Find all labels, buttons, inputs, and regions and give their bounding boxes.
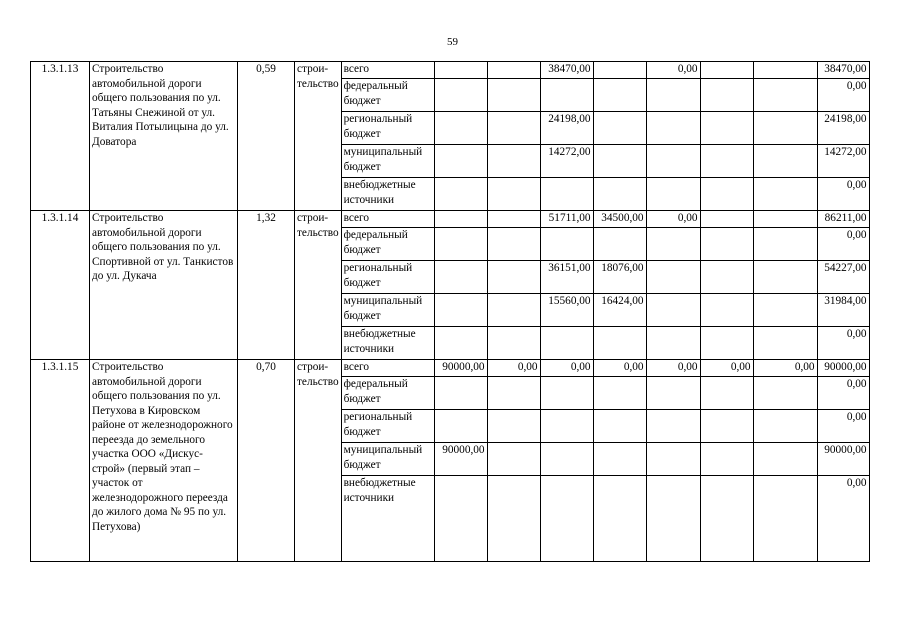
funding-source-cell: всего xyxy=(341,211,434,228)
item-code-cell: 1.3.1.15 xyxy=(31,360,90,562)
amount-cell xyxy=(540,327,593,360)
amount-cell xyxy=(487,476,540,562)
item-length-cell: 0,70 xyxy=(238,360,295,562)
amount-cell xyxy=(487,228,540,261)
amount-cell xyxy=(593,112,646,145)
funding-source-cell: внебюджетные источники xyxy=(341,178,434,211)
table-row xyxy=(31,62,870,79)
amount-cell xyxy=(753,79,817,112)
amount-cell xyxy=(646,178,700,211)
amount-cell xyxy=(646,294,700,327)
amount-cell xyxy=(753,261,817,294)
funding-source-cell: внебюджетные источники xyxy=(341,476,434,562)
funding-source-cell: муниципальный бюджет xyxy=(341,145,434,178)
item-type-cell: строи-тельство xyxy=(295,211,342,360)
budget-table xyxy=(30,61,870,562)
amount-cell xyxy=(700,79,753,112)
amount-cell xyxy=(487,112,540,145)
amount-cell: 24198,00 xyxy=(540,112,593,145)
amount-cell xyxy=(700,145,753,178)
amount-cell xyxy=(487,294,540,327)
funding-source-cell: всего xyxy=(341,360,434,377)
amount-cell xyxy=(487,327,540,360)
amount-cell: 31984,00 xyxy=(817,294,869,327)
amount-cell: 54227,00 xyxy=(817,261,869,294)
amount-cell xyxy=(487,261,540,294)
amount-cell xyxy=(753,112,817,145)
amount-cell: 34500,00 xyxy=(593,211,646,228)
amount-cell xyxy=(646,79,700,112)
amount-cell xyxy=(753,377,817,410)
amount-cell xyxy=(753,410,817,443)
amount-cell xyxy=(593,377,646,410)
amount-cell: 18076,00 xyxy=(593,261,646,294)
amount-cell xyxy=(487,410,540,443)
amount-cell xyxy=(434,410,487,443)
amount-cell xyxy=(593,443,646,476)
amount-cell: 14272,00 xyxy=(540,145,593,178)
amount-cell xyxy=(434,211,487,228)
amount-cell: 0,00 xyxy=(487,360,540,377)
amount-cell xyxy=(434,112,487,145)
amount-cell xyxy=(700,294,753,327)
funding-source-cell: региональный бюджет xyxy=(341,112,434,145)
amount-cell: 0,00 xyxy=(817,178,869,211)
item-code-cell: 1.3.1.13 xyxy=(31,62,90,211)
amount-cell xyxy=(646,112,700,145)
funding-source-cell: всего xyxy=(341,62,434,79)
amount-cell xyxy=(434,145,487,178)
amount-cell: 90000,00 xyxy=(817,360,869,377)
amount-cell xyxy=(593,327,646,360)
amount-cell xyxy=(434,377,487,410)
funding-source-cell: федеральный бюджет xyxy=(341,228,434,261)
amount-cell xyxy=(434,228,487,261)
amount-cell: 0,00 xyxy=(540,360,593,377)
funding-source-cell: федеральный бюджет xyxy=(341,79,434,112)
amount-cell xyxy=(753,294,817,327)
amount-cell xyxy=(700,261,753,294)
amount-cell: 0,00 xyxy=(593,360,646,377)
amount-cell xyxy=(646,443,700,476)
amount-cell xyxy=(540,377,593,410)
amount-cell: 38470,00 xyxy=(540,62,593,79)
amount-cell xyxy=(434,261,487,294)
amount-cell xyxy=(700,476,753,562)
amount-cell xyxy=(593,228,646,261)
amount-cell xyxy=(434,476,487,562)
amount-cell xyxy=(700,62,753,79)
amount-cell: 0,00 xyxy=(817,228,869,261)
item-name-cell: Строительство автомобильной дороги общего пользования по ул. Петухова в Кировском районе от железнодорожного переезда до земельного участка ООО «Дискус-строй» (первый этап – участок от железнодорожного переезда до жилого дома № 95 по ул. Петухова) xyxy=(90,360,238,562)
amount-cell xyxy=(540,228,593,261)
amount-cell: 0,00 xyxy=(700,360,753,377)
amount-cell xyxy=(540,476,593,562)
amount-cell xyxy=(700,178,753,211)
amount-cell: 90000,00 xyxy=(434,360,487,377)
amount-cell: 15560,00 xyxy=(540,294,593,327)
amount-cell xyxy=(434,294,487,327)
amount-cell: 0,00 xyxy=(753,360,817,377)
amount-cell xyxy=(753,476,817,562)
amount-cell: 51711,00 xyxy=(540,211,593,228)
amount-cell: 0,00 xyxy=(817,327,869,360)
amount-cell xyxy=(434,79,487,112)
amount-cell xyxy=(434,62,487,79)
amount-cell: 16424,00 xyxy=(593,294,646,327)
amount-cell xyxy=(434,327,487,360)
amount-cell xyxy=(593,178,646,211)
amount-cell xyxy=(646,228,700,261)
amount-cell xyxy=(487,377,540,410)
amount-cell: 24198,00 xyxy=(817,112,869,145)
amount-cell: 36151,00 xyxy=(540,261,593,294)
amount-cell xyxy=(487,62,540,79)
funding-source-cell: федеральный бюджет xyxy=(341,377,434,410)
amount-cell xyxy=(487,145,540,178)
amount-cell xyxy=(434,178,487,211)
item-name-cell: Строительство автомобильной дороги общего пользования по ул. Спортивной от ул. Танкистов до ул. Дукача xyxy=(90,211,238,360)
amount-cell xyxy=(700,443,753,476)
amount-cell: 0,00 xyxy=(646,211,700,228)
item-code-cell: 1.3.1.14 xyxy=(31,211,90,360)
amount-cell xyxy=(593,62,646,79)
amount-cell xyxy=(646,476,700,562)
amount-cell xyxy=(540,79,593,112)
amount-cell xyxy=(540,443,593,476)
amount-cell xyxy=(646,377,700,410)
amount-cell xyxy=(593,476,646,562)
amount-cell xyxy=(700,211,753,228)
amount-cell xyxy=(593,79,646,112)
amount-cell xyxy=(700,228,753,261)
item-type-cell: строи-тельство xyxy=(295,62,342,211)
amount-cell xyxy=(540,178,593,211)
amount-cell xyxy=(487,211,540,228)
amount-cell: 38470,00 xyxy=(817,62,869,79)
funding-source-cell: региональный бюджет xyxy=(341,261,434,294)
amount-cell xyxy=(700,112,753,145)
amount-cell: 0,00 xyxy=(817,410,869,443)
amount-cell: 0,00 xyxy=(817,79,869,112)
amount-cell xyxy=(487,79,540,112)
table-row xyxy=(31,360,870,377)
amount-cell xyxy=(646,327,700,360)
amount-cell xyxy=(593,145,646,178)
item-length-cell: 0,59 xyxy=(238,62,295,211)
amount-cell xyxy=(753,178,817,211)
amount-cell xyxy=(540,410,593,443)
item-length-cell: 1,32 xyxy=(238,211,295,360)
amount-cell: 0,00 xyxy=(646,360,700,377)
amount-cell: 0,00 xyxy=(817,476,869,562)
amount-cell xyxy=(753,62,817,79)
funding-source-cell: региональный бюджет xyxy=(341,410,434,443)
funding-source-cell: муниципальный бюджет xyxy=(341,294,434,327)
amount-cell: 86211,00 xyxy=(817,211,869,228)
amount-cell xyxy=(753,145,817,178)
amount-cell xyxy=(646,261,700,294)
amount-cell: 14272,00 xyxy=(817,145,869,178)
funding-source-cell: внебюджетные источники xyxy=(341,327,434,360)
amount-cell: 90000,00 xyxy=(817,443,869,476)
amount-cell xyxy=(593,410,646,443)
amount-cell xyxy=(753,327,817,360)
amount-cell xyxy=(753,228,817,261)
amount-cell xyxy=(487,443,540,476)
amount-cell xyxy=(646,410,700,443)
amount-cell: 0,00 xyxy=(817,377,869,410)
amount-cell xyxy=(753,211,817,228)
amount-cell xyxy=(753,443,817,476)
amount-cell: 0,00 xyxy=(646,62,700,79)
budget-table-body xyxy=(31,62,870,562)
amount-cell xyxy=(700,377,753,410)
amount-cell xyxy=(700,327,753,360)
amount-cell xyxy=(487,178,540,211)
amount-cell xyxy=(700,410,753,443)
item-name-cell: Строительство автомобильной дороги общего пользования по ул. Татьяны Снежиной от ул. Виталия Потылицына до ул. Доватора xyxy=(90,62,238,211)
item-type-cell: строи-тельство xyxy=(295,360,342,562)
table-row xyxy=(31,211,870,228)
page-number: 59 xyxy=(447,36,458,48)
amount-cell xyxy=(646,145,700,178)
amount-cell: 90000,00 xyxy=(434,443,487,476)
funding-source-cell: муниципальный бюджет xyxy=(341,443,434,476)
